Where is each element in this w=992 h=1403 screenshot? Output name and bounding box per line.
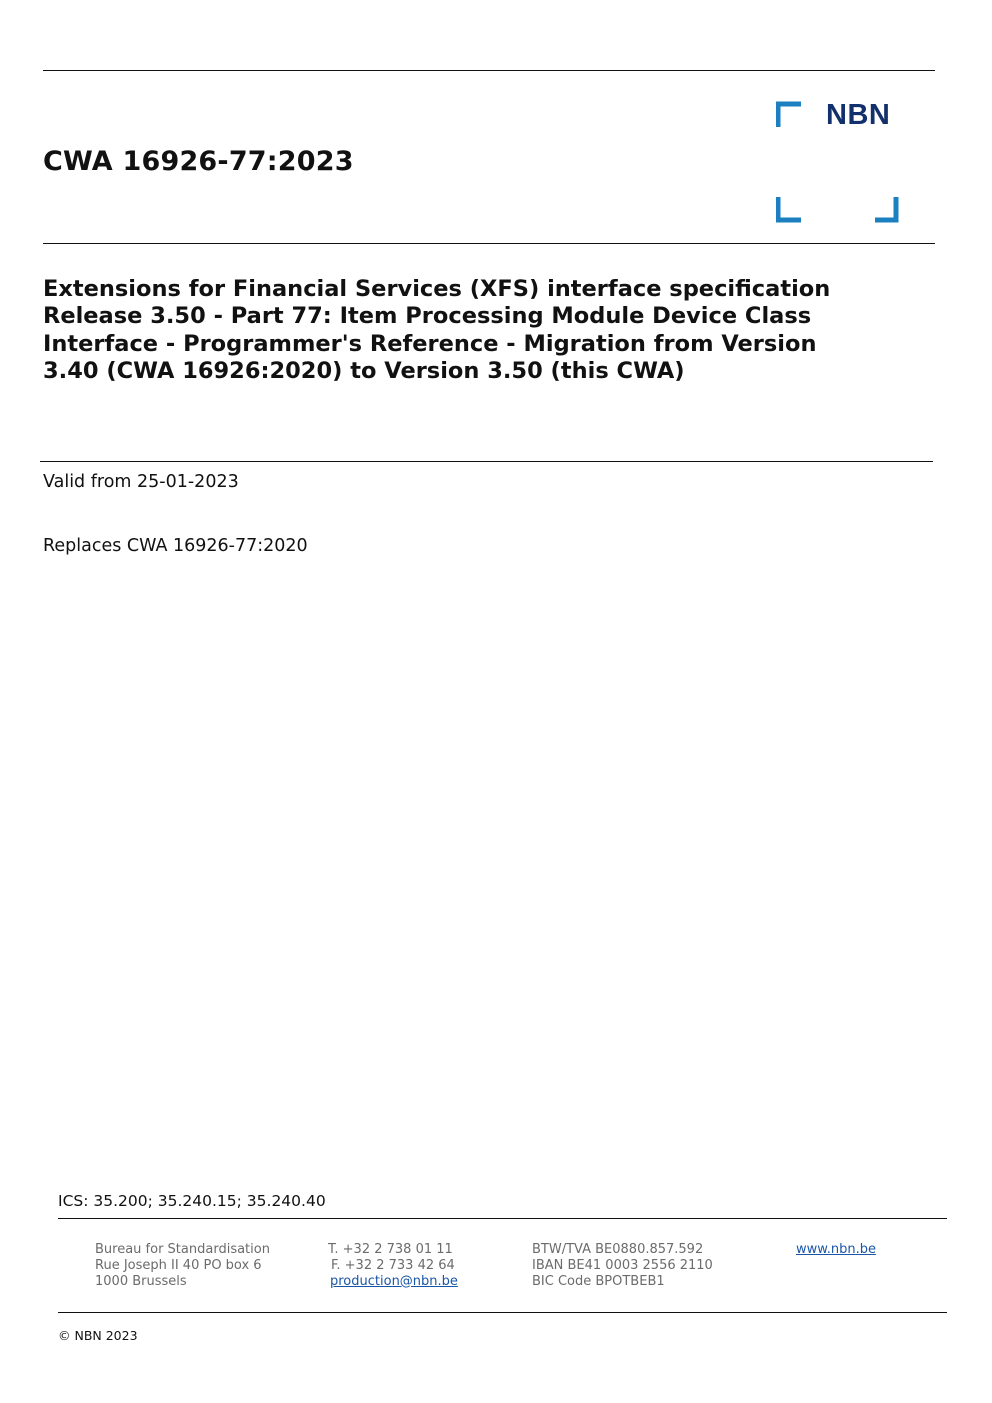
website-link[interactable]: www.nbn.be bbox=[796, 1242, 876, 1257]
document-title bbox=[43, 276, 923, 385]
email-link[interactable]: production@nbn.be bbox=[330, 1273, 458, 1289]
valid-from: Valid from 25-01-2023 bbox=[43, 472, 239, 492]
copyright: © NBN 2023 bbox=[58, 1328, 138, 1343]
logo-corner-bottom-left bbox=[778, 197, 801, 220]
address-line: 1000 Brussels bbox=[95, 1273, 187, 1289]
title-line: Extensions for Financial Services (XFS) interface specification bbox=[43, 276, 831, 302]
title-line: Interface - Programmer's Reference - Migration from Version bbox=[43, 330, 817, 357]
logo-text: NBN bbox=[826, 100, 891, 131]
replaces: Replaces CWA 16926-77:2020 bbox=[43, 536, 308, 556]
header-bottom-rule bbox=[43, 243, 935, 244]
address-line: Bureau for Standardisation bbox=[95, 1242, 270, 1257]
vat-number: BTW/TVA BE0880.857.592 bbox=[532, 1242, 704, 1257]
nbn-logo bbox=[776, 100, 900, 224]
title-bottom-rule bbox=[40, 461, 933, 462]
footer-bottom-rule bbox=[58, 1312, 947, 1313]
footer-web bbox=[796, 1242, 876, 1258]
iban: IBAN BE41 0003 2556 2110 bbox=[532, 1257, 713, 1273]
phone: T. +32 2 738 01 11 bbox=[328, 1242, 453, 1257]
title-line: Release 3.50 - Part 77: Item Processing Module Device Class bbox=[43, 303, 812, 330]
ics-codes: ICS: 35.200; 35.240.15; 35.240.40 bbox=[58, 1192, 326, 1210]
footer-bank bbox=[532, 1242, 713, 1289]
logo-corner-bottom-right bbox=[875, 197, 896, 220]
footer-address bbox=[95, 1242, 270, 1289]
logo-corner-top-left bbox=[778, 104, 801, 127]
document-code: CWA 16926-77:2023 bbox=[43, 146, 354, 177]
address-line: Rue Joseph II 40 PO box 6 bbox=[95, 1257, 262, 1273]
footer-top-rule bbox=[58, 1218, 947, 1219]
title-line: 3.40 (CWA 16926:2020) to Version 3.50 (this CWA) bbox=[43, 357, 685, 384]
fax: F. +32 2 733 42 64 bbox=[331, 1257, 455, 1273]
top-rule bbox=[43, 70, 935, 71]
footer-contact bbox=[328, 1242, 458, 1289]
bic-code: BIC Code BPOTBEB1 bbox=[532, 1273, 665, 1289]
